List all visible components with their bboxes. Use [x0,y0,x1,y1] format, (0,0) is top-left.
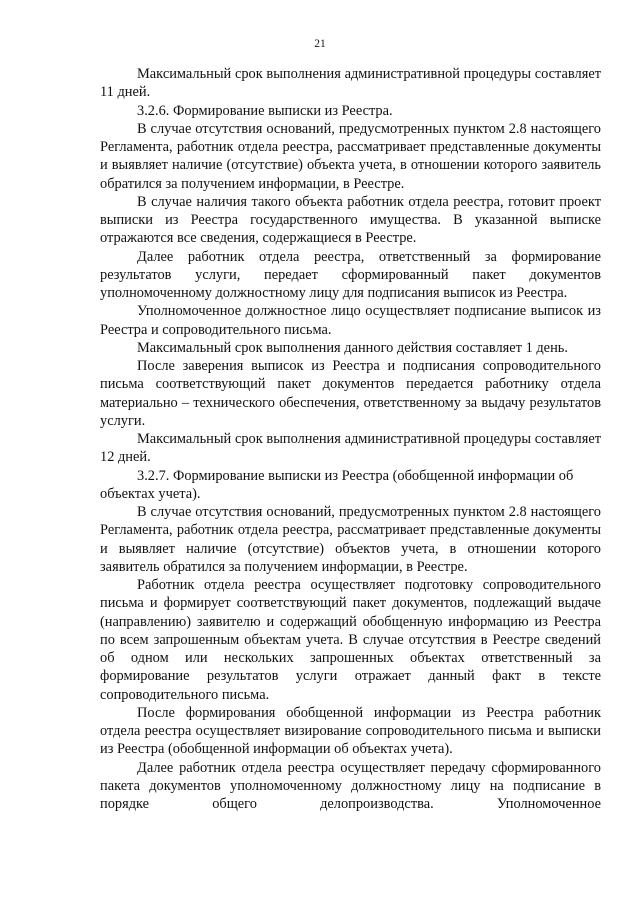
paragraph-prepare-extract: В случае наличия такого объекта работник отдела реестра, готовит проект выписки из Реестра государственного имущества. В указанной выписке отражаются все сведения, содержащиеся в Реестре. [100,193,601,247]
paragraph-official-signs: Уполномоченное должностное лицо осуществляет подписание выписок из Реестра и сопроводительного письма. [100,303,601,338]
document-body [100,65,601,813]
page-number: 21 [314,38,326,50]
section-heading-3-2-6: 3.2.6. Формирование выписки из Реестра. [137,102,393,119]
paragraph-endorsement: После формирования обобщенной информации из Реестра работник отдела реестра осуществляет визирование сопроводительного письма и выписки из Реестра (обобщенной информации об объектах учета). [100,704,601,758]
paragraph-prepare-cover-letter: Работник отдела реестра осуществляет подготовку сопроводительного письма и формирует соответствующий пакет документов, подлежащий выдаче (направлению) заявителю и содержащий обобщенную информацию из Реестра по всем запрошенным объектам учета. В случае отсутствия в Реестре сведений об одном или нескольких запрошенных объектах ответственный за формирование результатов услуги отражает данный факт в тексте сопроводительного письма. [100,577,601,703]
paragraph-max-term-11-days: Максимальный срок выполнения административной процедуры составляет 11 дней. [100,66,601,101]
section-heading-3-2-7: 3.2.7. Формирование выписки из Реестра (обобщенной информации об объектах учета). [100,467,574,502]
paragraph-max-term-12-days: Максимальный срок выполнения административной процедуры составляет 12 дней. [100,431,601,466]
paragraph-after-certification: После заверения выписок из Реестра и подписания сопроводительного письма соответствующий пакет документов передается работнику отдела материально – технического обеспечения, ответственному за выдачу результатов услуги. [100,358,601,429]
paragraph-review-objects: В случае отсутствия оснований, предусмотренных пунктом 2.8 настоящего Регламента, работник отдела реестра, рассматривает представленные документы и выявляет наличие (отсутствие) объектов учета, в отношении которого заявитель обратился за получением информации, в Реестре. [100,504,601,575]
paragraph-transfer-for-signing: Далее работник отдела реестра, ответственный за формирование результатов услуги, передает сформированный пакет документов уполномоченному должностному лицу для подписания выписок из Реестра. [100,248,601,301]
paragraph-transfer-to-official: Далее работник отдела реестра осуществляет передачу сформированного пакета документов уполномоченному должностному лицу на подписание в порядке общего делопроизводства. Уполномоченное [100,759,601,812]
paragraph-max-term-1-day: Максимальный срок выполнения данного действия составляет 1 день. [137,339,568,356]
paragraph-review-documents: В случае отсутствия оснований, предусмотренных пунктом 2.8 настоящего Регламента, работник отдела реестра, рассматривает представленные документы и выявляет наличие (отсутствие) объекта учета, в отношении которого заявитель обратился за получением информации, в Реестре. [100,120,601,192]
